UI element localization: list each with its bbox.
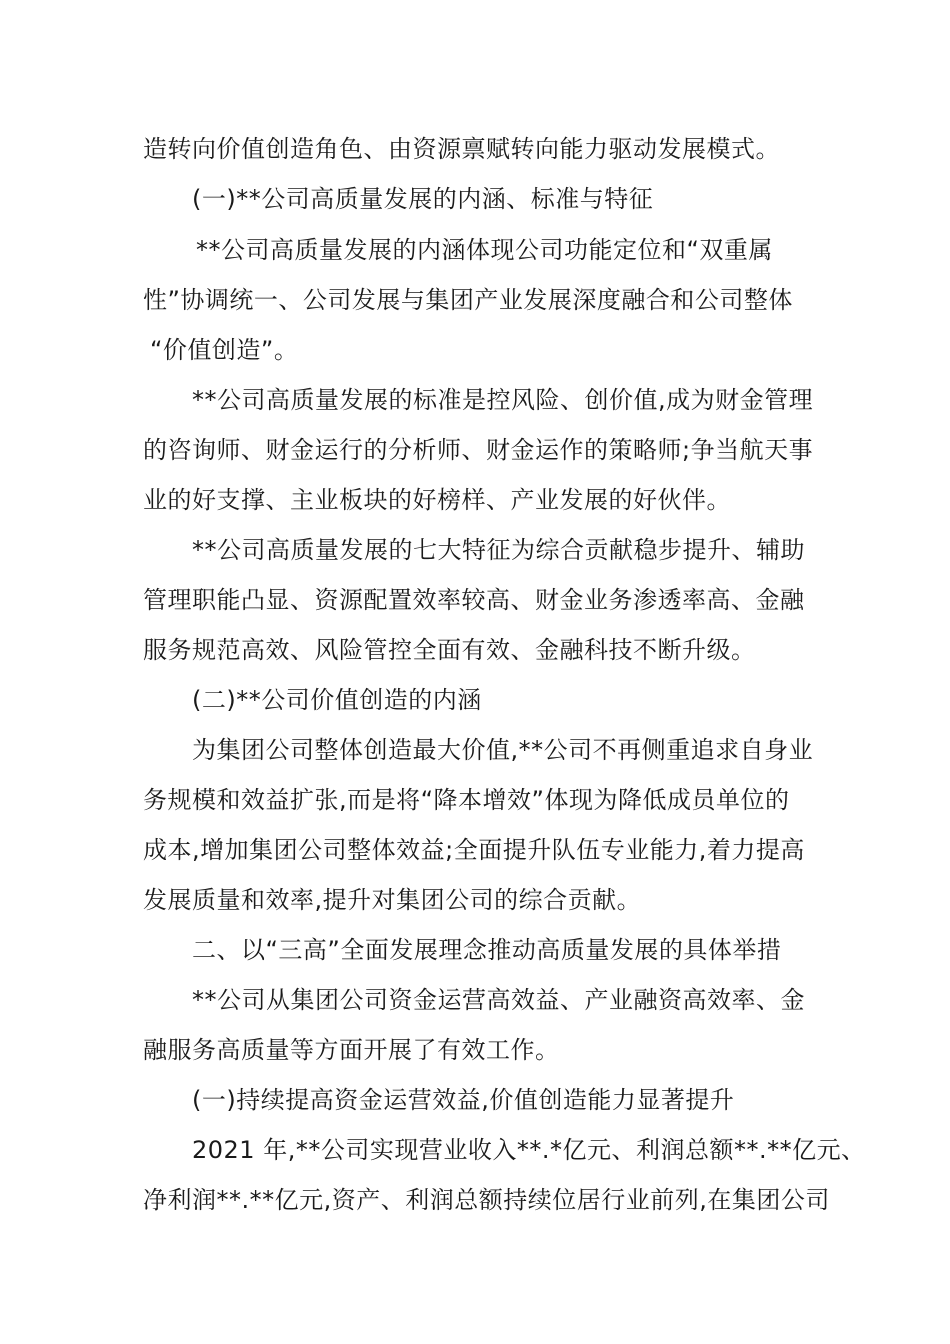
paragraph-line: 的咨询师、财金运行的分析师、财金运作的策略师;争当航天事: [143, 436, 814, 464]
paragraph-line: 融服务高质量等方面开展了有效工作。: [143, 1036, 560, 1064]
paragraph-line: **公司高质量发展的内涵体现公司功能定位和“双重属: [196, 236, 773, 264]
section-heading: (一)持续提高资金运营效益,价值创造能力显著提升: [192, 1086, 735, 1114]
paragraph-line: 管理职能凸显、资源配置效率较高、财金业务渗透率高、金融: [143, 586, 805, 614]
section-heading: (二)**公司价值创造的内涵: [192, 686, 482, 714]
section-heading: 二、以“三高”全面发展理念推动高质量发展的具体举措: [192, 936, 782, 964]
paragraph-line: 造转向价值创造角色、由资源禀赋转向能力驱动发展模式。: [143, 135, 780, 163]
section-heading: (一)**公司高质量发展的内涵、标准与特征: [192, 185, 654, 213]
paragraph-line: 发展质量和效率,提升对集团公司的综合贡献。: [143, 886, 642, 914]
paragraph-line: 务规模和效益扩张,而是将“降本增效”体现为降低成员单位的: [143, 786, 790, 814]
paragraph-line: **公司从集团公司资金运营高效益、产业融资高效率、金: [192, 986, 805, 1014]
paragraph-line: 服务规范高效、风险管控全面有效、金融科技不断升级。: [143, 636, 756, 664]
paragraph-line: “价值创造”。: [150, 336, 299, 364]
paragraph-line: 成本,增加集团公司整体效益;全面提升队伍专业能力,着力提高: [143, 836, 805, 864]
paragraph-line: 2021 年,**公司实现营业收入**.*亿元、利润总额**.**亿元、: [192, 1136, 866, 1164]
paragraph-line: 业的好支撑、主业板块的好榜样、产业发展的好伙伴。: [143, 486, 731, 514]
paragraph-line: 性”协调统一、公司发展与集团产业发展深度融合和公司整体: [143, 286, 793, 314]
paragraph-line: **公司高质量发展的七大特征为综合贡献稳步提升、辅助: [192, 536, 805, 564]
paragraph-line: 净利润**.**亿元,资产、利润总额持续位居行业前列,在集团公司: [143, 1186, 830, 1214]
paragraph-line: 为集团公司整体创造最大价值,**公司不再侧重追求自身业: [192, 736, 814, 764]
paragraph-line: **公司高质量发展的标准是控风险、创价值,成为财金管理: [192, 386, 814, 414]
